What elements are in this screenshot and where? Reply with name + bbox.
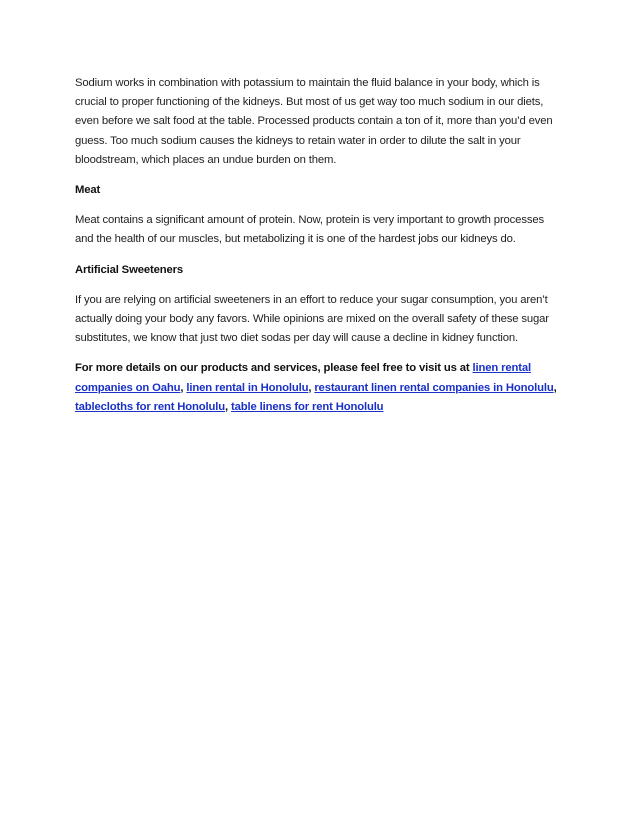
link-linen-rental-companies-oahu[interactable]: linen rental companies on Oahu: [75, 362, 531, 394]
link-restaurant-linen-rental-honolulu[interactable]: restaurant linen rental companies in Honolulu: [314, 381, 554, 394]
heading-artificial-sweeteners: Artificial Sweeteners: [75, 263, 183, 276]
link-separator: ,: [553, 381, 557, 394]
link-separator: ,: [180, 381, 187, 394]
heading-meat: Meat: [75, 184, 101, 197]
link-linen-rental-honolulu[interactable]: linen rental in Honolulu: [186, 381, 309, 394]
document-body: [75, 74, 565, 417]
closing-intro: For more details on our products and services, please feel free to visit us at: [75, 362, 473, 375]
link-tablecloths-for-rent-honolulu[interactable]: tablecloths for rent Honolulu: [75, 400, 226, 413]
link-separator: ,: [225, 400, 232, 413]
paragraph-artificial-sweeteners: If you are relying on artificial sweeteners in an effort to reduce your sugar consumption, you aren’t actually doing your body any favors. While opinions are mixed on the overall safety of these sugar substitutes, we know that just two diet sodas per day will cause a decline in kidney function.: [75, 293, 549, 345]
paragraph-meat: Meat contains a significant amount of protein. Now, protein is very important to growth processes and the health of our muscles, but metabolizing it is one of the hardest jobs our kidneys do.: [75, 214, 544, 246]
closing-paragraph: [75, 359, 565, 417]
link-separator: ,: [308, 381, 315, 394]
paragraph-sodium: Sodium works in combination with potassium to maintain the fluid balance in your body, which is crucial to proper functioning of the kidneys. But most of us get way too much sodium in our diets, even before we salt food at the table. Processed products contain a ton of it, more than you’d even guess. Too much sodium causes the kidneys to retain water in order to dilute the salt in your bloodstream, which places an undue burden on them.: [75, 77, 553, 166]
link-table-linens-for-rent-honolulu[interactable]: table linens for rent Honolulu: [231, 400, 384, 413]
